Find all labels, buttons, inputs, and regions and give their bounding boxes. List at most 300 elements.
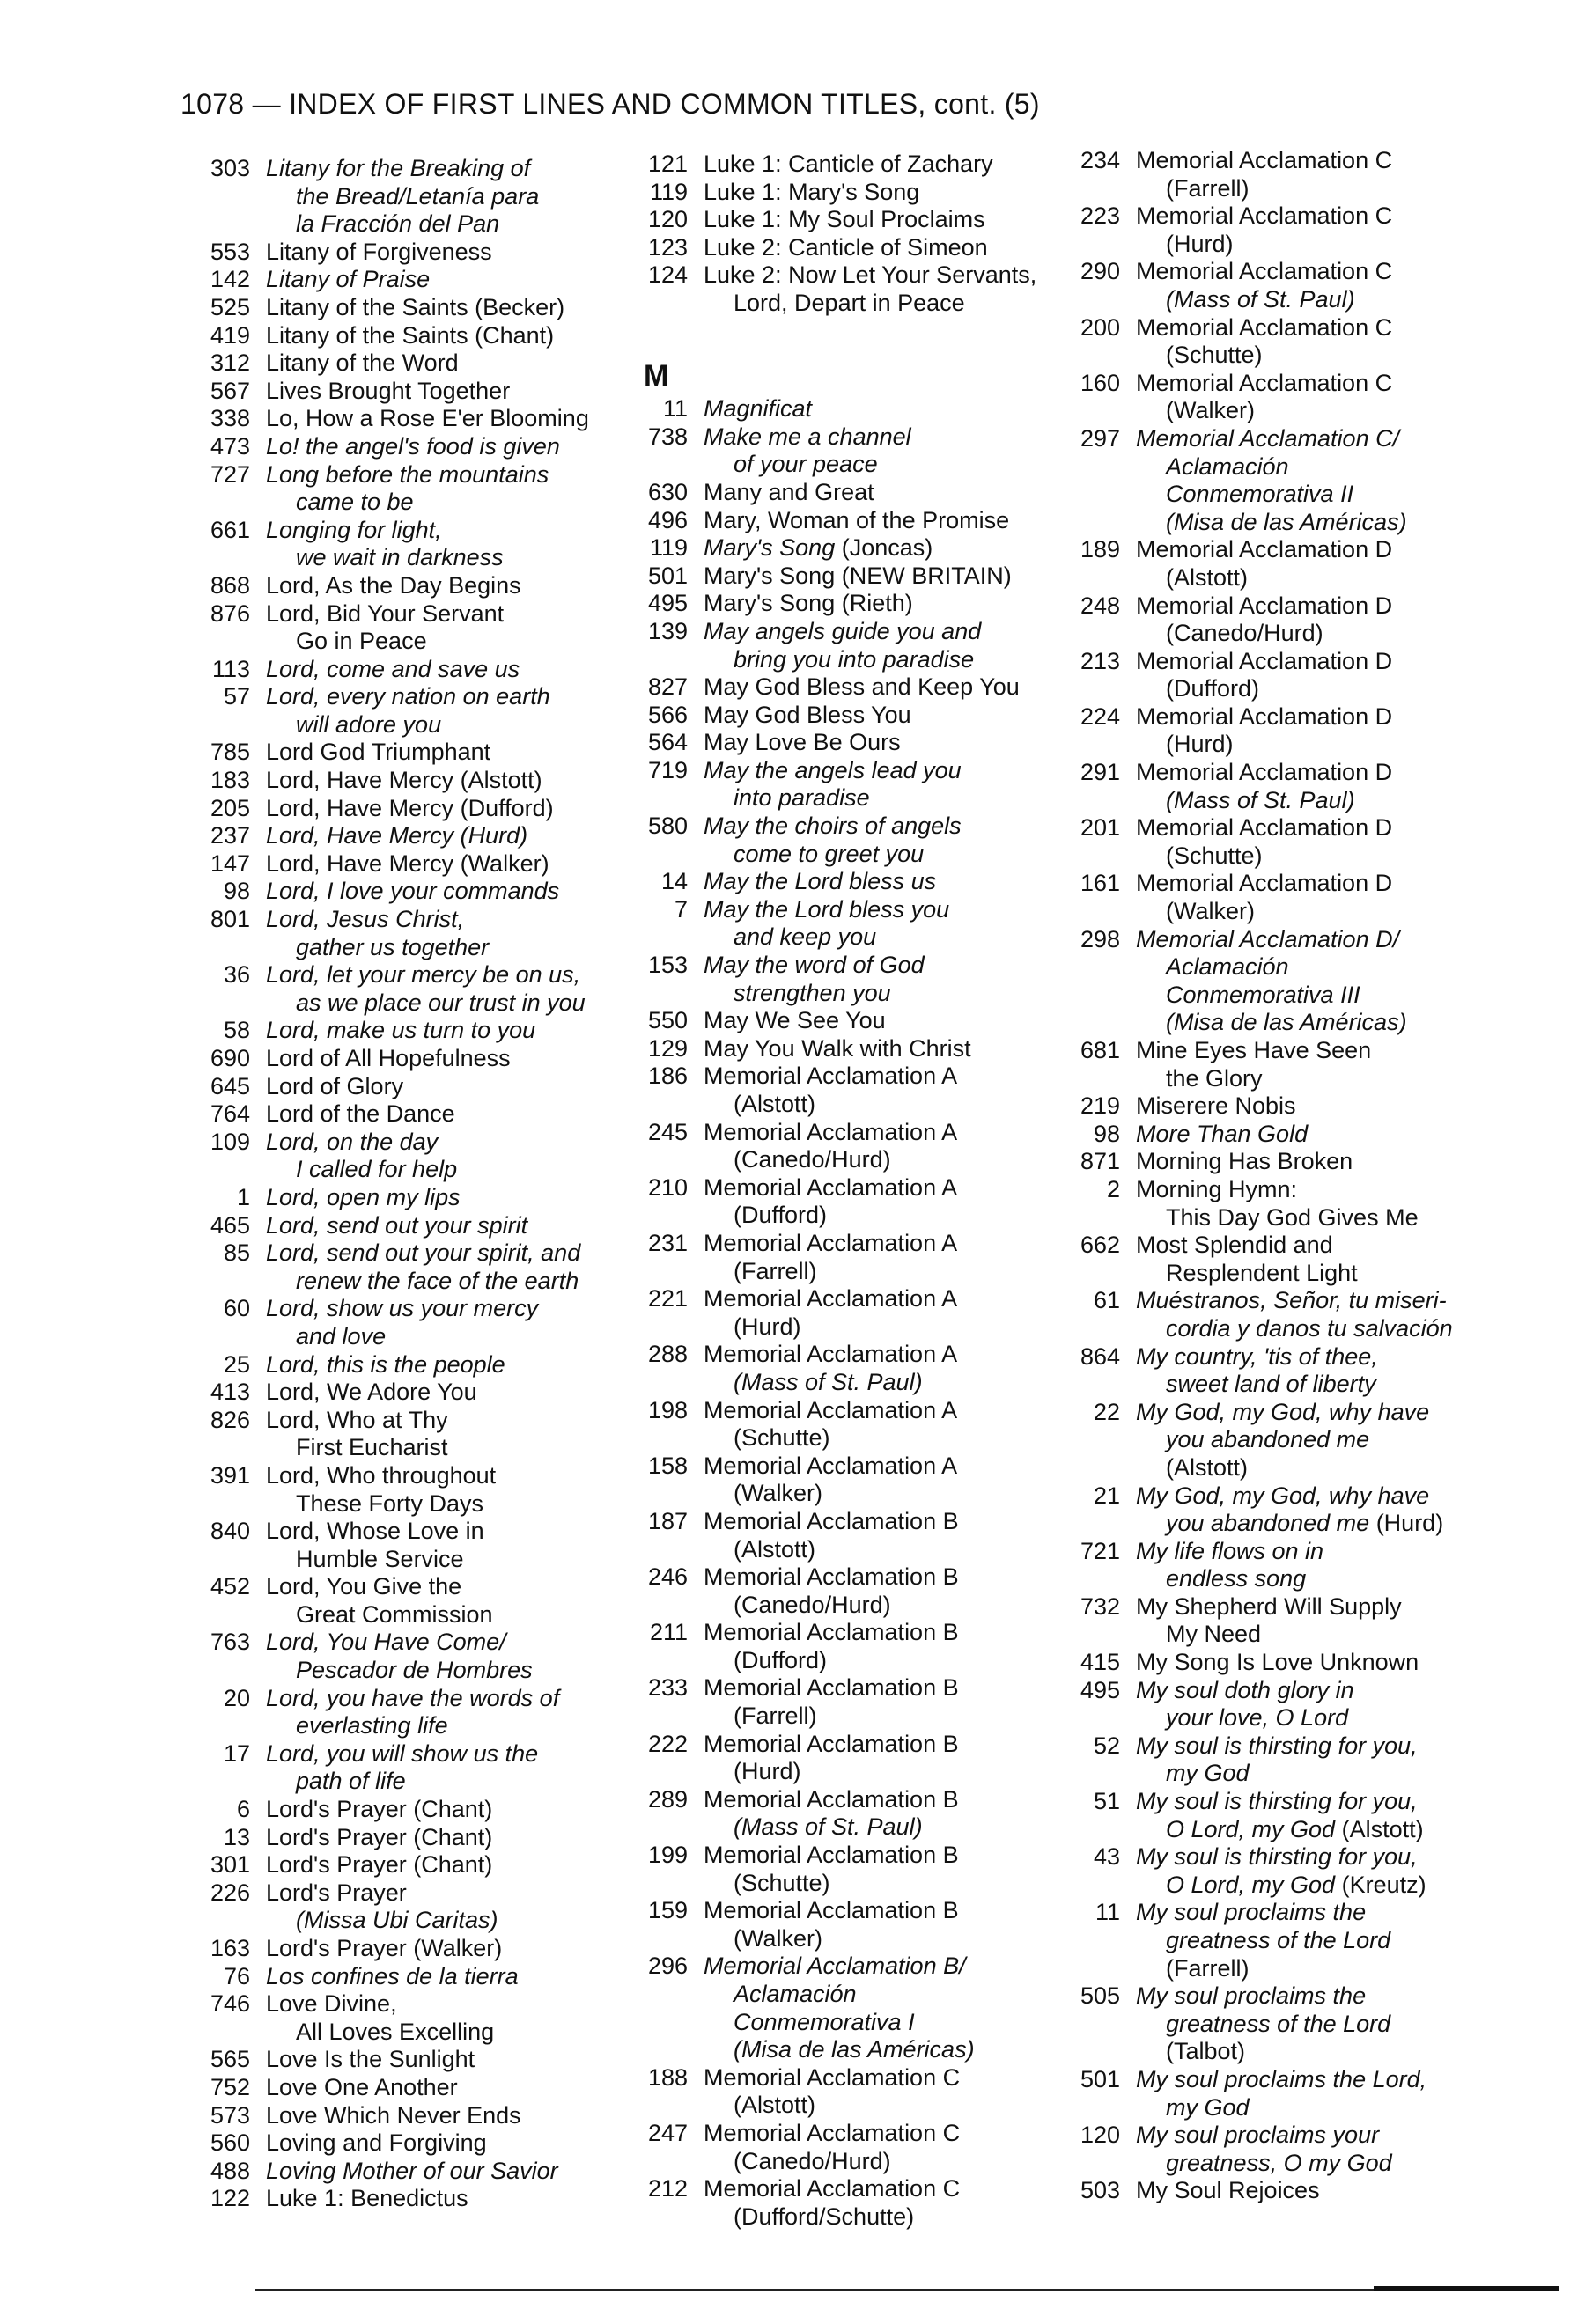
entry-line [704, 1146, 1036, 1174]
entry-title-line: Mary's Song [704, 534, 836, 562]
entry-title-line: renew the face of the earth [296, 1267, 579, 1294]
entry-line [266, 2129, 589, 2158]
entry-title-line: Luke 1: My Soul Proclaims [704, 206, 985, 233]
entry-line [1136, 370, 1453, 398]
index-entry [1073, 147, 1453, 202]
entry-line [1136, 1065, 1453, 1093]
entry-line [704, 1480, 1036, 1508]
entry-title-line: Lord, Who throughout [266, 1461, 497, 1489]
hymn-number: 233 [647, 1674, 688, 1702]
entry-line [704, 151, 1036, 179]
entry-title-line: My soul proclaims the Lord, [1136, 2065, 1427, 2092]
entry-line [266, 544, 589, 572]
hymn-number: 183 [210, 767, 250, 794]
entry-title-line: came to be [296, 489, 414, 516]
index-entry [640, 423, 1036, 479]
entry-line [704, 729, 1036, 757]
bottom-rule-thick [1374, 2286, 1559, 2291]
hymn-number: 246 [647, 1563, 688, 1591]
entry-title-line: greatness of the Lord [1166, 1927, 1391, 1953]
index-entry [203, 1295, 589, 1350]
hymn-number: 234 [1080, 147, 1120, 173]
entry-title-line: Many and Great [704, 478, 874, 505]
index-entry [203, 266, 589, 294]
entry-line [1136, 453, 1453, 482]
entry-title-line: Litany of the Word [266, 349, 459, 377]
entry-title-line: Lord, Depart in Peace [734, 289, 965, 316]
index-entry [640, 1174, 1036, 1230]
entry-line [1136, 1092, 1453, 1121]
entry-line [1136, 1982, 1453, 2011]
index-entry [1073, 2122, 1453, 2177]
entry-line [266, 1073, 589, 1101]
hymn-number: 201 [1080, 814, 1120, 842]
entry-line [266, 1546, 589, 1574]
hymn-number: 158 [647, 1452, 688, 1479]
entry-title-line: Mine Eyes Have Seen [1136, 1037, 1372, 1063]
index-entry [640, 1035, 1036, 1063]
hymn-number: 147 [210, 849, 250, 877]
hymn-number: 732 [1080, 1592, 1120, 1620]
index-entry [1073, 1538, 1453, 1593]
index-entry [1073, 1148, 1453, 1176]
entry-title-line: Lord's Prayer (Chant) [266, 1823, 493, 1850]
entry-title-line: Lord of All Hopefulness [266, 1045, 511, 1071]
entry-line [266, 322, 589, 350]
hymn-number: 501 [1080, 2065, 1120, 2092]
entry-title-line: (Misa de las Américas) [1166, 1009, 1407, 1036]
entry-title-line: Lord, open my lips [266, 1183, 461, 1210]
index-entry [640, 206, 1036, 234]
entry-line [704, 179, 1036, 207]
entry-line [1136, 1371, 1453, 1399]
entry-title-line: My soul doth glory in [1136, 1676, 1354, 1703]
entry-line [704, 1619, 1036, 1647]
index-entry [640, 261, 1036, 317]
hymn-number: 413 [210, 1379, 250, 1406]
hymn-number: 121 [647, 151, 688, 177]
entry-line [1136, 592, 1453, 621]
entry-title-line: Lord, Have Mercy (Alstott) [266, 767, 542, 794]
entry-line [704, 1397, 1036, 1425]
index-entry [1073, 870, 1453, 925]
index-entry [203, 767, 589, 795]
entry-title-line: Loving and Forgiving [266, 2129, 487, 2157]
entry-title-line: My soul is thirsting for you, [1136, 1843, 1418, 1871]
hymn-number: 139 [647, 617, 688, 644]
entry-line [266, 1796, 589, 1824]
entry-title-line: everlasting life [296, 1712, 448, 1739]
entry-title-line: Make me a channel [704, 423, 911, 450]
entry-title-line: (Dufford) [734, 1202, 828, 1229]
entry-title-line: (Alstott) [734, 1535, 816, 1563]
hymn-number: 6 [236, 1796, 250, 1823]
entry-line [704, 1258, 1036, 1286]
entry-title-line: (Walker) [734, 1480, 822, 1507]
index-entry [203, 1740, 589, 1796]
entry-line [704, 1786, 1036, 1814]
entry-line [704, 1369, 1036, 1397]
entry-line [266, 1963, 589, 1991]
entry-title-line: (Farrell) [734, 1703, 817, 1730]
index-entry [640, 1563, 1036, 1619]
entry-line [704, 980, 1036, 1008]
entry-title-line: May the Lord bless you [704, 895, 950, 923]
entry-title-line: Memorial Acclamation A [704, 1452, 958, 1479]
entry-line [704, 1674, 1036, 1703]
entry-title-line: May the word of God [704, 952, 925, 979]
entry-title-line: Litany of Praise [266, 266, 431, 293]
entry-composer: (Kreutz) [1335, 1871, 1426, 1898]
entry-line [1136, 397, 1453, 425]
entry-title-line: (Alstott) [734, 2092, 816, 2119]
entry-title-line: Lord, make us turn to you [266, 1017, 536, 1044]
entry-line [1136, 1287, 1453, 1315]
hymn-number: 473 [210, 432, 250, 460]
index-entry [203, 294, 589, 322]
entry-line [266, 906, 589, 934]
hymn-number: 188 [647, 2063, 688, 2091]
index-column-2 [640, 151, 1036, 2231]
entry-line [266, 349, 589, 378]
entry-line [704, 206, 1036, 234]
index-entry [203, 2074, 589, 2102]
index-entry [1073, 1982, 1453, 2066]
entry-title-line: (Canedo/Hurd) [1166, 620, 1323, 647]
entry-line [704, 1953, 1036, 1981]
entry-title-line: Conmemorativa I [734, 2008, 915, 2035]
entry-line [1136, 1788, 1453, 1816]
hymn-number: 160 [1080, 369, 1120, 396]
entry-line [704, 1925, 1036, 1953]
index-entry [640, 729, 1036, 757]
hymn-number: 51 [1093, 1788, 1120, 1815]
index-entry [203, 1935, 589, 1963]
entry-line [704, 395, 1036, 423]
hymn-number: 98 [223, 878, 250, 905]
entry-title-line: (Schutte) [734, 1869, 830, 1896]
entry-line [1136, 536, 1453, 564]
entry-line [266, 1100, 589, 1129]
index-entry [640, 590, 1036, 618]
entry-title-line: Lord, Who at Thy [266, 1406, 448, 1433]
hymn-number: 495 [647, 590, 688, 617]
index-entry [640, 673, 1036, 702]
entry-line [1136, 1510, 1453, 1538]
entry-line [704, 1508, 1036, 1536]
hymn-number: 297 [1080, 424, 1120, 452]
hymn-number: 142 [210, 266, 250, 293]
hymn-number: 827 [647, 673, 688, 701]
index-entry [1073, 202, 1453, 258]
entry-title-line: (Schutte) [734, 1424, 830, 1452]
index-entry [640, 534, 1036, 563]
hymn-number: 186 [647, 1063, 688, 1090]
entry-line [266, 1573, 589, 1601]
entry-title-line: Mary, Woman of the Promise [704, 506, 1010, 533]
entry-title-line: Lord, on the day [266, 1128, 439, 1155]
entry-line [704, 451, 1036, 479]
entry-title-line: Memorial Acclamation C [1136, 313, 1393, 341]
index-entry [203, 1239, 589, 1295]
entry-line [704, 2175, 1036, 2203]
entry-line [1136, 1649, 1453, 1677]
entry-title-line: Memorial Acclamation B/ [704, 1953, 966, 1980]
entry-line [1136, 231, 1453, 259]
index-entry [203, 1379, 589, 1407]
entry-title-line: Pescador de Hombres [296, 1657, 533, 1684]
entry-title-line: This Day God Gives Me [1166, 1203, 1419, 1231]
index-entry [1073, 425, 1453, 536]
entry-line [704, 1452, 1036, 1481]
entry-line [1136, 842, 1453, 871]
entry-title-line: Love Is the Sunlight [266, 2046, 476, 2073]
entry-line [266, 683, 589, 711]
entry-title-line: These Forty Days [296, 1489, 484, 1517]
entry-line [704, 1341, 1036, 1369]
hymn-number: 564 [647, 729, 688, 756]
entry-line [266, 1935, 589, 1963]
entry-line [704, 841, 1036, 869]
entry-title-line: Lord's Prayer (Chant) [266, 1851, 493, 1879]
hymn-number: 868 [210, 571, 250, 599]
entry-line [266, 183, 589, 211]
entry-title-line: My soul proclaims your [1136, 2122, 1380, 2149]
hymn-number: 13 [223, 1823, 250, 1850]
entry-line [1136, 314, 1453, 342]
index-entry [1073, 1482, 1453, 1538]
entry-title-line: (Misa de las Américas) [1166, 508, 1407, 535]
entry-line [1136, 1704, 1453, 1732]
entry-line [1136, 759, 1453, 787]
hymn-number: 871 [1080, 1148, 1120, 1175]
hymn-number: 113 [211, 655, 250, 682]
hymn-number: 465 [210, 1211, 250, 1239]
hymn-number: 212 [647, 2175, 688, 2203]
entry-line [704, 1424, 1036, 1452]
entry-line [266, 656, 589, 684]
entry-title-line: My country, 'tis of thee, [1136, 1342, 1378, 1370]
hymn-number: 11 [1095, 1899, 1120, 1926]
entry-title-line: gather us together [296, 933, 490, 960]
index-entry [203, 1100, 589, 1129]
hymn-number: 109 [210, 1128, 250, 1155]
index-entry [203, 433, 589, 461]
index-entry [640, 1897, 1036, 1953]
index-entry [203, 517, 589, 572]
entry-composer: (Alstott) [1335, 1815, 1424, 1842]
entry-line [1136, 1538, 1453, 1566]
entry-line [1136, 175, 1453, 203]
index-entry [203, 1990, 589, 2046]
hymn-number: 501 [647, 562, 688, 589]
entry-line [704, 618, 1036, 646]
entry-title-line: Lord, you have the words of [266, 1684, 560, 1711]
entry-title-line: My God, my God, why have [1136, 1398, 1430, 1425]
entry-title-line: the Bread/Letanía para [296, 182, 540, 210]
entry-title-line: (Canedo/Hurd) [734, 1591, 891, 1618]
entry-line [1136, 1037, 1453, 1065]
entry-line [704, 2203, 1036, 2232]
entry-line [266, 1156, 589, 1184]
entry-line [266, 1129, 589, 1157]
entry-line [266, 1824, 589, 1852]
index-entry [203, 2158, 589, 2186]
hymn-number: 290 [1080, 258, 1120, 285]
hymn-number: 21 [1093, 1482, 1120, 1509]
entry-line [266, 795, 589, 823]
entry-title-line: My soul proclaims the [1136, 1982, 1367, 2010]
entry-title-line: (Farrell) [734, 1257, 817, 1284]
index-entry [1073, 648, 1453, 703]
entry-title-line: Great Commission [296, 1600, 493, 1628]
entry-line [266, 1351, 589, 1379]
entry-line [266, 961, 589, 989]
index-entry [1073, 1677, 1453, 1732]
index-entry [1073, 759, 1453, 814]
entry-title-line: Lord, Whose Love in [266, 1518, 484, 1545]
entry-title-line: Memorial Acclamation C [704, 2175, 961, 2203]
index-entry [203, 1824, 589, 1852]
index-entry [203, 2102, 589, 2130]
entry-title-line: (Hurd) [1166, 230, 1234, 257]
entry-title-line: Memorial Acclamation C [1136, 258, 1393, 285]
entry-line [266, 1685, 589, 1713]
index-entry [640, 1674, 1036, 1730]
entry-line [1136, 1816, 1453, 1844]
index-entry [203, 2185, 589, 2213]
entry-title-line: All Loves Excelling [296, 2018, 495, 2045]
hymn-number: 129 [647, 1034, 688, 1062]
entry-title-line: come to greet you [734, 840, 925, 867]
entry-title-line: May the choirs of angels [704, 813, 962, 840]
hymn-number: 864 [1080, 1342, 1120, 1370]
entry-title-line: Memorial Acclamation C [1136, 202, 1393, 230]
index-entry [640, 1397, 1036, 1452]
hymn-number: 222 [647, 1730, 688, 1757]
hymn-number: 58 [223, 1017, 250, 1044]
hymn-number: 223 [1080, 202, 1120, 230]
index-entry [1073, 2177, 1453, 2205]
hymn-number: 210 [647, 1173, 688, 1201]
entry-line [266, 628, 589, 656]
entry-line [1136, 1593, 1453, 1622]
entry-title-line: Magnificat [704, 395, 813, 423]
entry-title-line: Lord, let your mercy be on us, [266, 961, 581, 989]
entry-line [704, 534, 1036, 563]
entry-title-line: Memorial Acclamation D [1136, 814, 1393, 842]
entry-line [1136, 2177, 1453, 2205]
hymn-number: 553 [210, 238, 250, 265]
hymn-number: 36 [223, 961, 250, 989]
entry-title-line: (Schutte) [1166, 342, 1263, 369]
hymn-number: 198 [647, 1396, 688, 1423]
entry-title-line: Litany of Forgiveness [266, 238, 492, 265]
entry-line [266, 1045, 589, 1073]
hymn-number: 496 [647, 506, 688, 533]
entry-line [1136, 2011, 1453, 2039]
entry-title-line: my God [1166, 2093, 1250, 2121]
hymn-number: 76 [223, 1962, 250, 1989]
index-entry [640, 618, 1036, 673]
entry-line [1136, 1454, 1453, 1482]
entry-title-line: Memorial Acclamation A [704, 1229, 958, 1256]
hymn-number: 122 [210, 2185, 250, 2212]
entry-title-line: Memorial Acclamation D [1136, 702, 1393, 730]
section-letter: M [644, 359, 669, 393]
entry-line [266, 1601, 589, 1629]
entry-title-line: Memorial Acclamation D [1136, 759, 1393, 786]
hymn-number: 163 [210, 1935, 250, 1961]
index-entry [203, 1851, 589, 1879]
entry-title-line: Memorial Acclamation A [704, 1396, 958, 1423]
entry-line [266, 2074, 589, 2102]
entry-line [704, 261, 1036, 290]
entry-title-line: (Walker) [734, 1924, 822, 1952]
entry-line [1136, 1565, 1453, 1593]
entry-title-line: Most Splendid and [1136, 1232, 1333, 1259]
entry-title-line: Lord, You Give the [266, 1573, 462, 1600]
hymn-number: 61 [1093, 1287, 1120, 1314]
index-entry [203, 1573, 589, 1629]
entry-line [266, 1407, 589, 1435]
entry-title-line: (Hurd) [734, 1313, 801, 1340]
hymn-number: 391 [210, 1461, 250, 1489]
entry-line [704, 234, 1036, 262]
index-entry [640, 1731, 1036, 1786]
entry-title-line: Loving Mother of our Savior [266, 2157, 558, 2184]
hymn-number: 495 [1080, 1676, 1120, 1703]
entry-title-line: Lord, every nation on earth [266, 683, 550, 710]
entry-title-line: Love Which Never Ends [266, 2101, 521, 2129]
entry-title-line: (Talbot) [1166, 2038, 1246, 2065]
entry-line [266, 1239, 589, 1268]
entry-title-line: Memorial Acclamation B [704, 1619, 959, 1646]
entry-title-line: we wait in darkness [296, 544, 504, 571]
entry-line [1136, 814, 1453, 842]
entry-line [704, 952, 1036, 980]
index-entry [640, 868, 1036, 896]
entry-title-line: Lord of the Dance [266, 1100, 455, 1128]
index-entry [203, 1629, 589, 1684]
entry-line [266, 517, 589, 545]
entry-title-line: May Love Be Ours [704, 729, 901, 756]
entry-line [1136, 648, 1453, 676]
hymn-number: 415 [1080, 1649, 1120, 1676]
entry-line [704, 2064, 1036, 2092]
index-entry [640, 2064, 1036, 2120]
hymn-number: 301 [210, 1851, 250, 1879]
index-entry [1073, 258, 1453, 313]
entry-line [266, 850, 589, 879]
entry-line [266, 1518, 589, 1546]
entry-title-line: (Misa de las Américas) [734, 2036, 975, 2063]
index-entry [203, 1351, 589, 1379]
entry-line [704, 423, 1036, 452]
entry-line [704, 1870, 1036, 1898]
entry-composer: (Joncas) [835, 534, 933, 562]
entry-title-line: Lord, You Have Come/ [266, 1629, 506, 1656]
index-entry [203, 600, 589, 656]
entry-title-line: My God, my God, why have [1136, 1482, 1430, 1509]
index-entry [203, 739, 589, 767]
entry-title-line: Memorial Acclamation B [704, 1563, 959, 1591]
entry-line [704, 1536, 1036, 1564]
index-entry [640, 507, 1036, 535]
entry-title-line: O Lord, my God [1166, 1871, 1336, 1898]
hymn-number: 785 [210, 739, 250, 766]
entry-title-line: Luke 1: Canticle of Zachary [704, 151, 993, 177]
